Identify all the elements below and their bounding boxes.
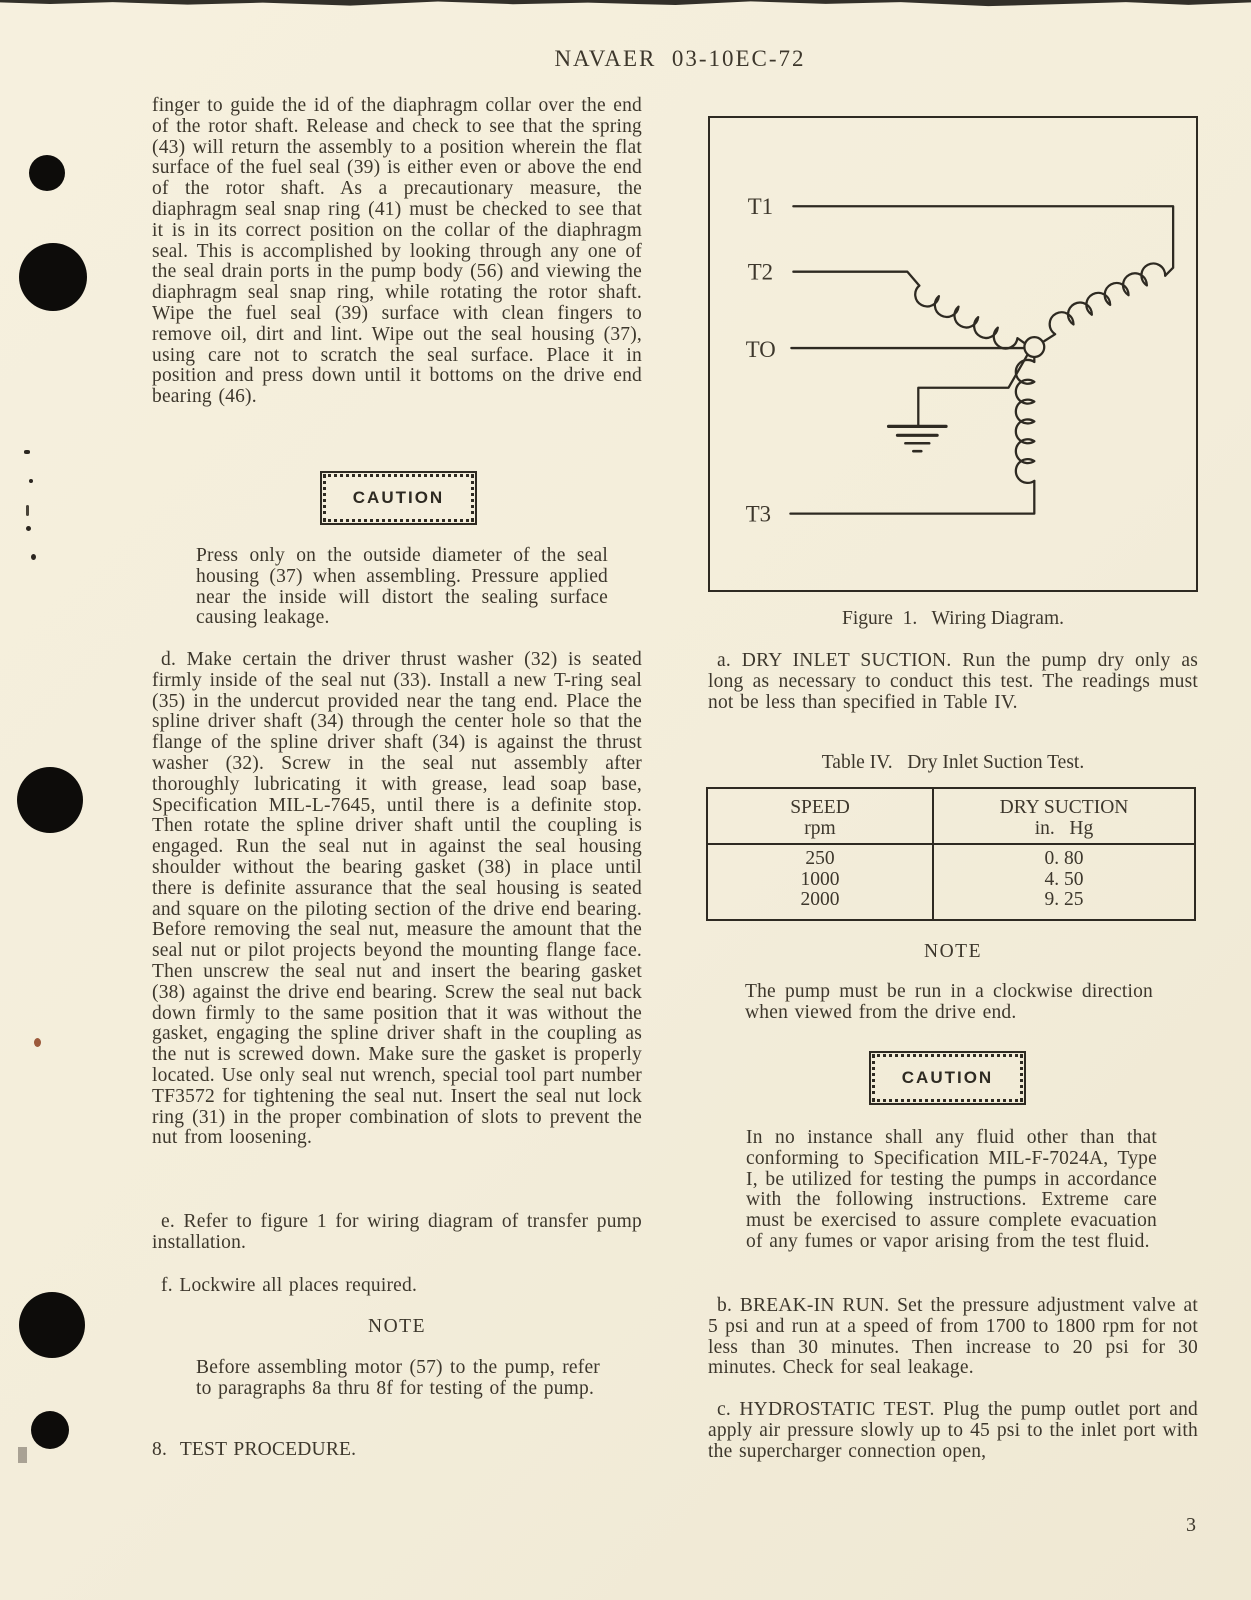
caution-label: CAUTION	[901, 1068, 994, 1087]
wiring-diagram-svg	[710, 118, 1196, 590]
page-number: 3	[1186, 1514, 1196, 1536]
paragraph-a: a. DRY INLET SUCTION. Run the pump dry only as long as necessary to conduct this test. The readings must not be less than specified in Table IV.	[708, 650, 1198, 713]
t1-coil	[1044, 263, 1165, 341]
binder-hole-mark	[17, 767, 83, 833]
t2-wire	[793, 272, 919, 286]
paragraph-f: f. Lockwire all places required.	[161, 1275, 418, 1296]
table-header-dry-suction	[934, 789, 1194, 845]
column-unit: rpm	[804, 818, 836, 839]
suction-values-column	[934, 845, 1194, 919]
table-header-speed	[708, 789, 934, 845]
speed-value: 1000	[800, 868, 840, 890]
column-title: DRY SUCTION	[999, 797, 1129, 818]
figure-caption: Figure 1. Wiring Diagram.	[842, 608, 1064, 629]
paragraph-b: b. BREAK-IN RUN. Set the pressure adjustment valve at 5 psi and run at a speed of from 1700 to 1800 rpm for not less than 30 minutes. Then increase to 20 psi for 30 minutes. Check for seal leakage.	[708, 1295, 1198, 1379]
note-text: Before assembling motor (57) to the pump, refer to paragraphs 8a thru 8f for testing of the pump.	[196, 1357, 600, 1399]
speed-value: 2000	[800, 889, 840, 910]
column-unit: in. Hg	[1034, 818, 1094, 839]
scan-speck	[24, 450, 30, 454]
t1-wire	[793, 206, 1173, 275]
caution-text: Press only on the outside diameter of the seal housing (37) when assembling. Pressure applied near the inside will distort the sealing surface causing leakage.	[196, 545, 608, 629]
dry-inlet-suction-table	[706, 787, 1196, 921]
t3-coil	[1016, 360, 1034, 483]
suction-value: 4. 50	[1044, 868, 1084, 890]
binder-hole-mark	[19, 243, 87, 311]
paragraph-intro: finger to guide the id of the diaphragm collar over the end of the rotor shaft. Release and check to see that the spring (43) will return the assembly to a position wherein the flat surface of the fuel seal (39) is either even or above the end of the rotor shaft. As a precautionary measure, the diaphragm seal snap ring (41) must be checked to see that it is in its correct position on the collar of the diaphragm seal. This is accomplished by looking through any one of the seal drain ports in the pump body (56) and viewing the diaphragm seal snap ring, while rotating the rotor shaft. Wipe the fuel seal (39) surface with clean fingers to remove oil, dirt and lint. Wipe out the seal housing (37), using care not to scratch the seal surface. Place it in position and press down until it bottoms on the drive end bearing (46).	[152, 95, 642, 408]
scan-speck	[34, 1038, 41, 1047]
speed-values-column	[708, 845, 934, 919]
caution-box	[320, 471, 477, 525]
t2-coil	[915, 286, 1024, 349]
note-heading: NOTE	[924, 941, 982, 962]
scan-speck	[18, 1447, 27, 1463]
scan-speck	[29, 479, 33, 483]
caution-label: CAUTION	[352, 488, 445, 507]
page-header: NAVAER 03-10EC-72	[554, 46, 806, 71]
suction-value: 0. 80	[1044, 848, 1084, 869]
binder-hole-mark	[29, 155, 65, 191]
note-text: The pump must be run in a clockwise direction when viewed from the drive end.	[745, 981, 1153, 1023]
paragraph-c: c. HYDROSTATIC TEST. Plug the pump outlet port and apply air pressure slowly up to 45 psi to the inlet port with the supercharger connection open,	[708, 1399, 1198, 1462]
t3-wire	[790, 481, 1034, 514]
binder-hole-mark	[31, 1411, 69, 1449]
terminal-label-t2: T2	[747, 259, 774, 285]
suction-value: 9. 25	[1044, 889, 1084, 910]
terminal-label-to: TO	[745, 336, 776, 362]
caution-text: In no instance shall any fluid other than that conforming to Specification MIL-F-7024A, Type I, be utilized for testing the pumps in accordance with the following instructions. Extreme care must be exercised to assure complete evacuation of any fumes or vapor arising from the test fluid.	[746, 1127, 1157, 1252]
star-point-node	[1024, 337, 1044, 357]
scan-speck	[31, 554, 36, 560]
section-heading-test-procedure: 8. TEST PROCEDURE.	[152, 1439, 357, 1460]
scan-edge-artifact	[0, 0, 1251, 7]
column-title: SPEED	[790, 797, 850, 818]
binder-hole-mark	[19, 1292, 85, 1358]
caution-box	[869, 1051, 1026, 1105]
ground-wire	[918, 355, 1027, 426]
paragraph-e: e. Refer to figure 1 for wiring diagram of transfer pump installation.	[152, 1211, 642, 1253]
speed-value: 250	[805, 848, 835, 869]
scan-speck	[26, 505, 29, 516]
terminal-label-t1: T1	[747, 194, 774, 220]
note-heading: NOTE	[368, 1316, 426, 1337]
table-title: Table IV. Dry Inlet Suction Test.	[821, 752, 1085, 773]
terminal-label-t3: T3	[745, 501, 772, 527]
paragraph-d: d. Make certain the driver thrust washer (32) is seated firmly inside of the seal nut (33). Install a new T-ring seal (35) in the undercut provided near the tang end. Place the spline driver shaft (34) through the center hole so that the flange of the spline driver shaft (34) is against the thrust washer (32). Screw in the seal nut assembly after thoroughly lubricating it with grease, lead soap base, Specification MIL-L-7645, until there is a definite stop. Then rotate the spline driver shaft until the coupling is engaged. Run the seal nut in against the seal housing shoulder without the bearing gasket (38) in place until there is definite assurance that the seal housing is seated and square on the piloting section of the drive end bearing. Before removing the seal nut, measure the amount that the seal nut or pilot projects beyond the mounting flange face. Then unscrew the seal nut and insert the bearing gasket (38) against the drive end bearing. Screw the seal nut back down firmly to the same position that it was without the gasket, engaging the spline driver shaft in the coupling as the nut is screwed down. Make sure the gasket is properly located. Use only seal nut wrench, special tool part number TF3572 for tightening the seal nut. Insert the seal nut lock ring (31) in the proper combination of slots to prevent the nut from loosening.	[152, 649, 642, 1149]
scan-speck	[26, 526, 31, 531]
wiring-diagram-figure	[708, 116, 1198, 592]
